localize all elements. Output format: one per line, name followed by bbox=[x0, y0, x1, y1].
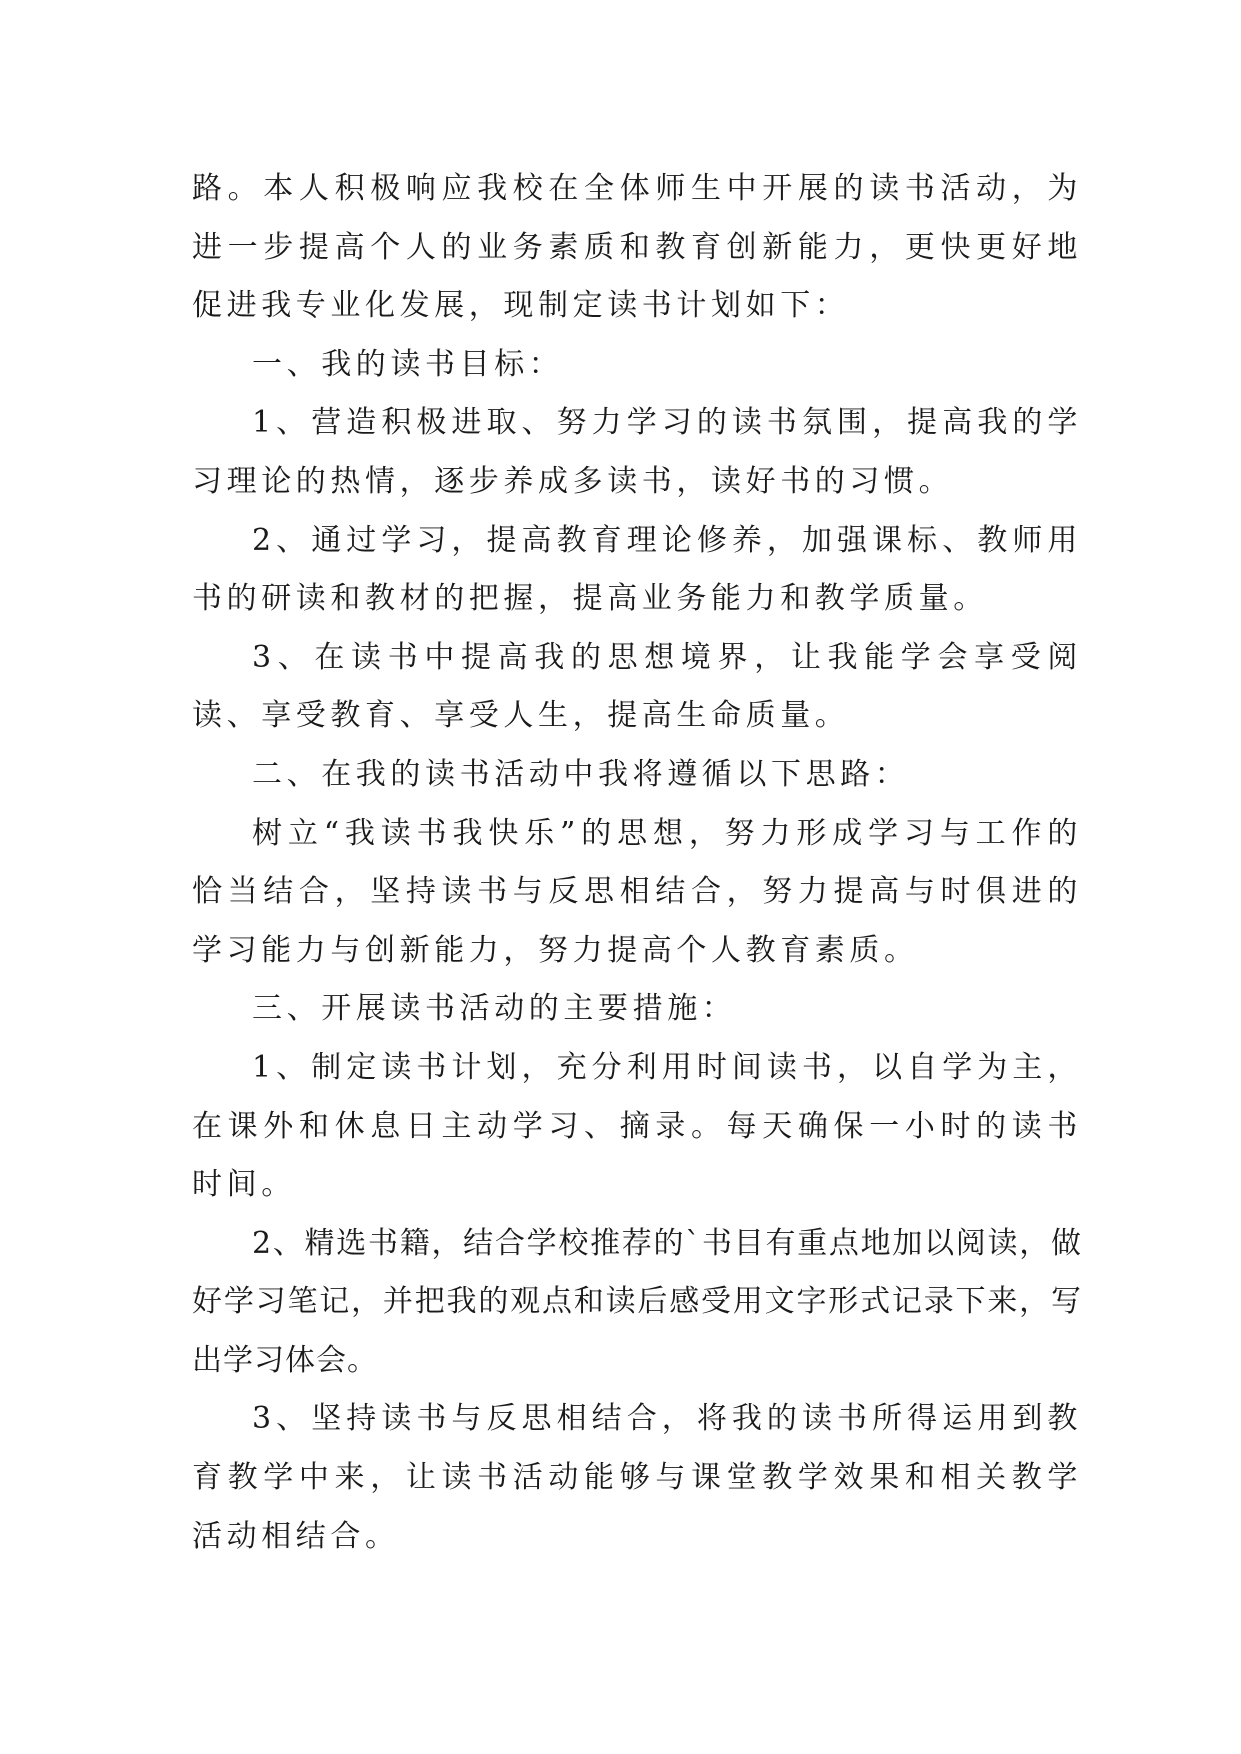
paragraph-intro-continuation: 路。本人积极响应我校在全体师生中开展的读书活动，为进一步提高个人的业务素质和教育创新能力，更快更好地促进我专业化发展，现制定读书计划如下： bbox=[192, 171, 1082, 324]
heading-reading-approach: 二、在我的读书活动中我将遵循以下思路： bbox=[252, 756, 910, 792]
paragraph-goal-1: 1、营造积极进取、努力学习的读书氛围，提高我的学习理论的热情，逐步养成多读书，读好书的习惯。 bbox=[192, 405, 1082, 499]
heading-main-measures: 三、开展读书活动的主要措施： bbox=[252, 991, 737, 1027]
paragraph-measure-1: 1、制定读书计划，充分利用时间读书，以自学为主，在课外和休息日主动学习、摘录。每天确保一小时的读书时间。 bbox=[192, 1049, 1082, 1203]
heading-reading-goals: 一、我的读书目标： bbox=[252, 346, 564, 382]
paragraph-approach: 树立“我读书我快乐”的思想，努力形成学习与工作的恰当结合，坚持读书与反思相结合，努力提高与时俱进的学习能力与创新能力，努力提高个人教育素质。 bbox=[192, 815, 1082, 968]
paragraph-measure-3: 3、坚持读书与反思相结合，将我的读书所得运用到教育教学中来，让读书活动能够与课堂教学效果和相关教学活动相结合。 bbox=[192, 1401, 1082, 1554]
document-body bbox=[192, 160, 1082, 1566]
paragraph-goal-2: 2、通过学习，提高教育理论修养，加强课标、教师用书的研读和教材的把握，提高业务能力和教学质量。 bbox=[192, 522, 1082, 617]
paragraph-goal-3: 3、在读书中提高我的思想境界，让我能学会享受阅读、享受教育、享受人生，提高生命质量。 bbox=[192, 639, 1082, 734]
paragraph-measure-2: 2、精选书籍，结合学校推荐的`书目有重点地加以阅读，做好学习笔记，并把我的观点和读后感受用文字形式记录下来，写出学习体会。 bbox=[192, 1225, 1082, 1378]
